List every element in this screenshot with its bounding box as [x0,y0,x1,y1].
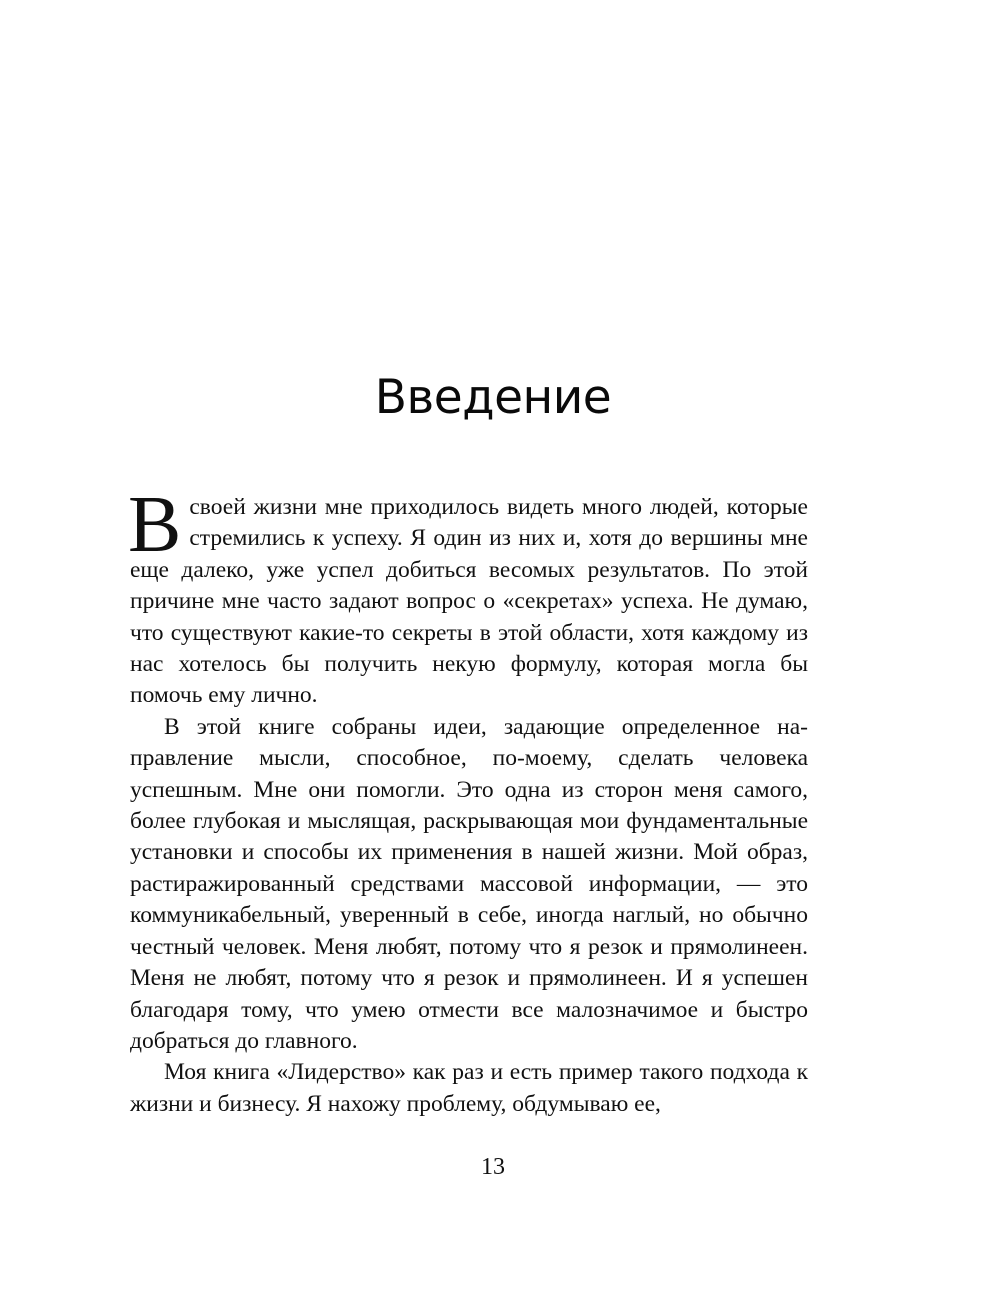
drop-cap: В [128,481,182,569]
page-number: 13 [481,1154,505,1180]
paragraph-ideas: В этой книге собраны идеи, задающие определенное направление мысли, способное, по-моему, сделать человека успешным. Мне они помогли. Это одна из сторон меня самого, более глубокая и мыслящая, раскрывающая мои фундаментальные установки и способы их применения в нашей жизни. Мой образ, растиражированный средствами массовой информации, — это коммуникабельный, уверенный в себе, иногда наглый, но обычно честный человек. Меня любят, потому что я резок и прямолинеен. Меня не любят, потому что я резок и прямолинеен. И я успешен благодаря тому, что умею отмести все малозначимое и быстро добраться до главного. [130,713,808,1054]
paragraph-leadership: Моя книга «Лидерство» как раз и есть пример такого подхода к жизни и бизнесу. Я нахожу проблему, обдумываю ее, [130,1059,808,1117]
paragraph-intro [128,481,808,712]
paragraph-intro-text: своей жизни мне приходилось видеть много людей, которые стремились к успеху. Я один из них и, хотя до вершины мне еще далеко, уже успел добиться весомых результатов. По этой причине мне часто задают вопрос о «секретах» успеха. Не думаю, что существуют какие-то секреты в этой области, хотя каждому из нас хотелось бы получить некую формулу, которая могла бы помочь ему лично. [130,494,808,709]
body-text [128,481,808,1120]
chapter-title: Введение [374,370,612,425]
